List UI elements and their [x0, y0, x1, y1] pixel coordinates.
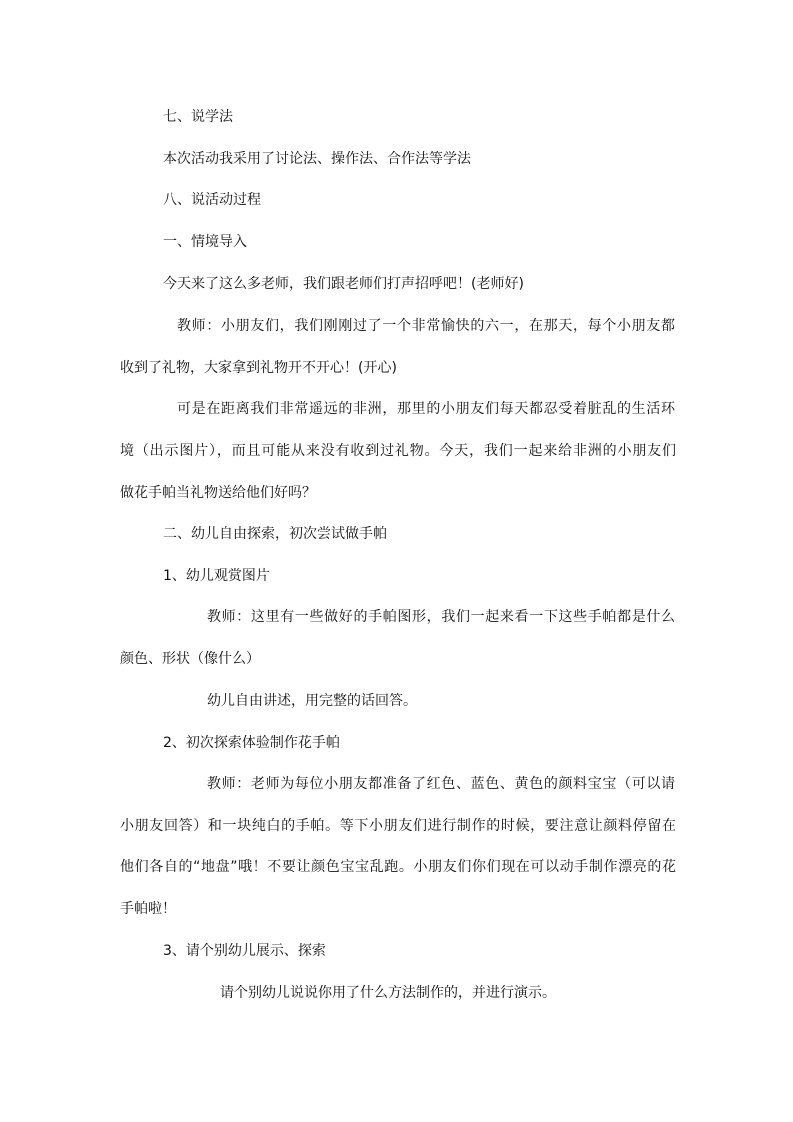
paragraph-demonstrate: 请个别幼儿说说你用了什么方法制作的，并进行演示。: [220, 985, 556, 1001]
paragraph-study-method: 本次活动我采用了讨论法、操作法、合作法等学法: [163, 151, 471, 167]
subheading-view-pictures: 1、幼儿观赏图片: [163, 568, 270, 584]
paragraph-africa-line-3: 做花手帕当礼物送给他们好吗？: [120, 485, 316, 501]
paragraph-prepare-line-3: 他们各自的“地盘”哦！不要让颜色宝宝乱跑。小朋友们你们现在可以动手制作漂亮的花: [120, 859, 676, 875]
paragraph-prepare-line-2: 小朋友回答）和一块纯白的手帕。等下小朋友们进行制作的时候，要注意让颜料停留在: [120, 818, 676, 834]
paragraph-child-narrate: 幼儿自由讲述，用完整的话回答。: [207, 693, 417, 709]
paragraph-prepare-line-1: 教师：老师为每位小朋友都准备了红色、蓝色、黄色的颜料宝宝（可以请: [207, 776, 675, 792]
paragraph-africa-line-1: 可是在距离我们非常遥远的非洲，那里的小朋友们每天都忍受着脏乱的生活环: [177, 401, 675, 417]
subheading-first-try: 2、初次探索体验制作花手帕: [163, 735, 340, 751]
paragraph-view-line-2: 颜色、形状（像什么）: [120, 651, 260, 667]
heading-study-method: 七、说学法: [163, 109, 233, 125]
paragraph-prepare-line-4: 手帕啦！: [120, 901, 176, 917]
heading-free-explore: 二、幼儿自由探索，初次尝试做手帕: [163, 526, 387, 542]
paragraph-africa-line-2: 境（出示图片），而且可能从来没有收到过礼物。今天，我们一起来给非洲的小朋友们: [120, 443, 676, 459]
heading-activity-process: 八、说活动过程: [163, 192, 261, 208]
paragraph-teacher-line-2: 收到了礼物，大家拿到礼物开不开心！(开心): [120, 360, 397, 376]
paragraph-greeting: 今天来了这么多老师，我们跟老师们打声招呼吧！(老师好): [163, 276, 524, 292]
subheading-show-explore: 3、请个别幼儿展示、探索: [163, 943, 326, 959]
paragraph-view-line-1: 教师：这里有一些做好的手帕图形，我们一起来看一下这些手帕都是什么: [207, 609, 675, 625]
paragraph-teacher-line-1: 教师：小朋友们，我们刚刚过了一个非常愉快的六一，在那天，每个小朋友都: [177, 318, 675, 334]
heading-situation-intro: 一、情境导入: [163, 234, 247, 250]
